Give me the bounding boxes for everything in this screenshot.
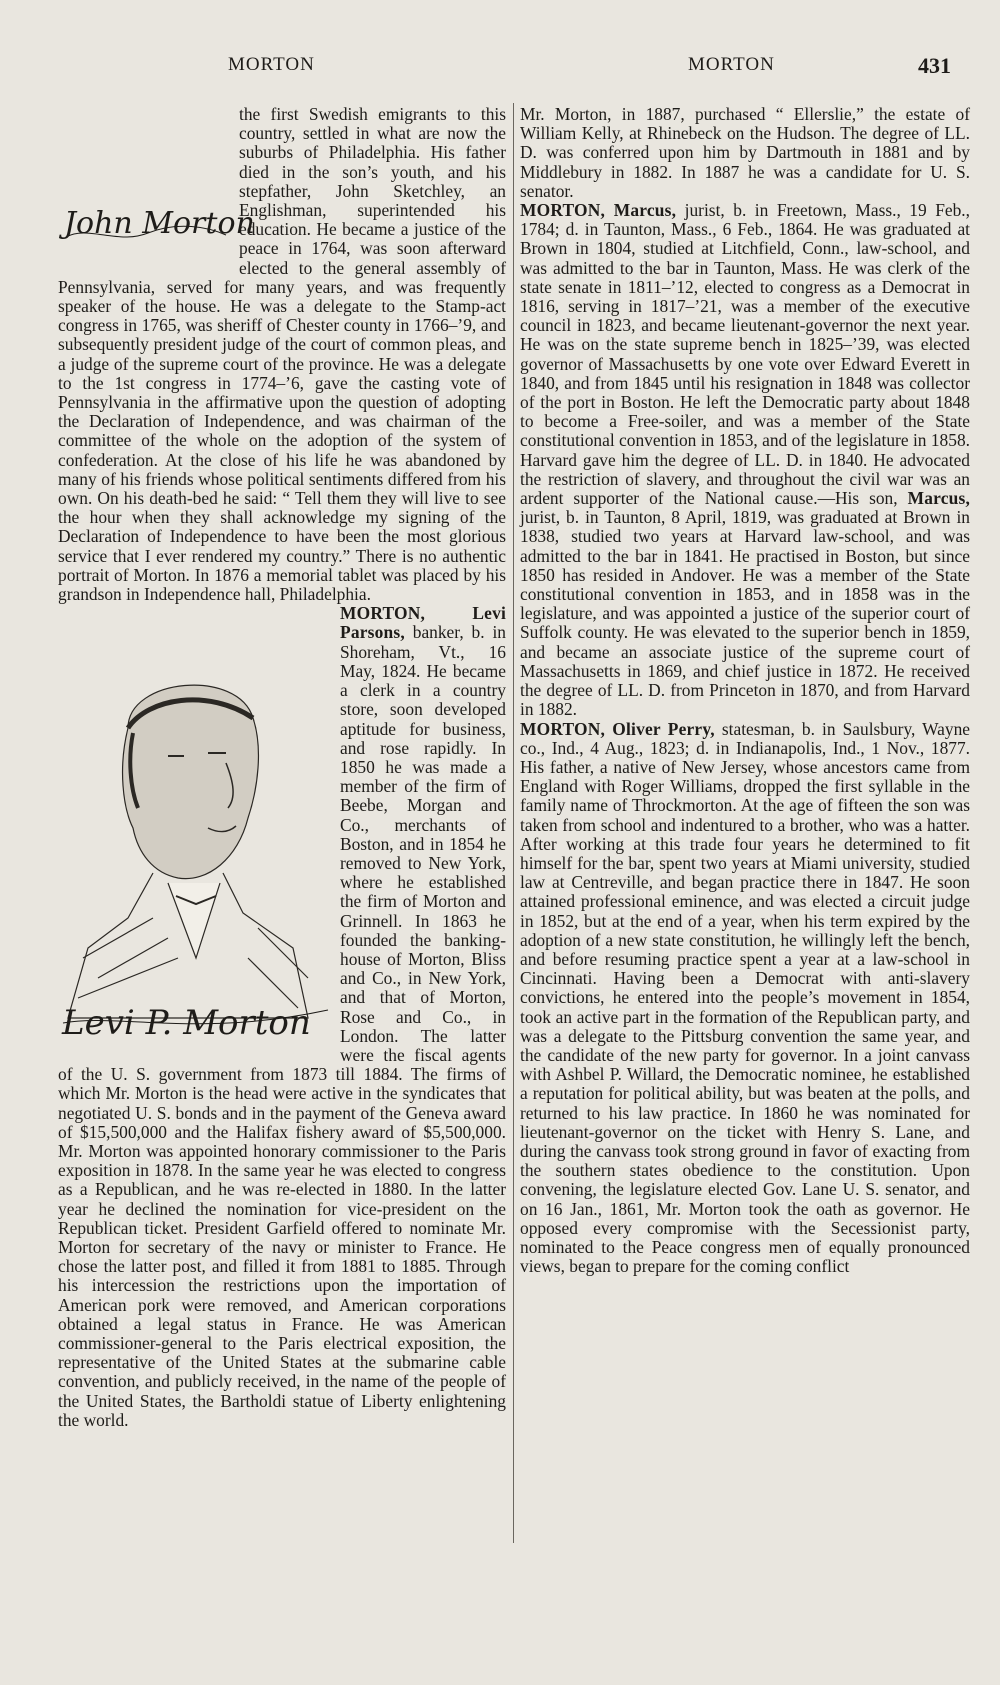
levi-morton-entry [58, 604, 506, 1430]
right-column [520, 105, 970, 1645]
levi-morton-headword: MORTON, Levi Parsons, [340, 603, 506, 643]
signature-text: John Morton [64, 206, 255, 241]
john-morton-text [58, 105, 506, 604]
levi-signature-text: Levi P. Morton [62, 1003, 311, 1044]
marcus-morton-headword: MORTON, Marcus, [520, 200, 677, 221]
levi-morton-paragraph: banker, b. in Shoreham, Vt., 16 May, 1824. He became a clerk in a country store, soon developed aptitude for business, and rose rapidly. In 1850 he was made a member of the firm of Beebe, Morgan and Co., merchants of Boston, and in 1854 he removed to New York, where he established the firm of Morton and Grinnell. In 1863 he founded the banking-house of Morton, Bliss and Co., in New York, and that of Morton, Rose and Co., in London. The latter were the fiscal agents of the U. S. government from 1873 till 1884. The firms of which Mr. Morton is the head were active in the syndicates that negotiated U. S. bonds and in the payment of the Geneva award of $15,500,000 and the Halifax fishery award of $5,500,000. Mr. Morton was appointed honorary commissioner to the Paris exposition in 1878. In the same year he was elected to congress as a Republican, and he was re-elected in 1880. In the latter year he declined the nomination for vice-president on the Republican ticket. President Garfield offered to nominate Mr. Morton for secretary of the navy or minister to France. He chose the latter post, and filled it from 1881 to 1885. Through his intercession the restrictions upon the importation of American pork were removed, and American corporations obtained a legal status in France. He was American commissioner-general to the Paris electrical exposition, the representative of the United States at the submarine cable convention, and publicly received, in the name of the people of the United States, the Bartholdi statue of Liberty enlightening the world. [58, 622, 506, 1430]
oliver-morton-paragraph: statesman, b. in Saulsbury, Wayne co., Ind., 4 Aug., 1823; d. in Indianapolis, Ind., 1 Nov., 1877. His father, a native of New Jersey, whose ancestors came from England with Roger Williams, dropped the first syllable in the family name of Throckmorton. At the age of fifteen the son was taken from school and indentured to a brother, who was a hatter. After working at this trade four years he determined to fit himself for the bar, spent two years at Miami university, studied law at Centreville, and began practice there in 1847. He soon attained professional eminence, and was elected a circuit judge in 1852, but at the end of a year, when his term expired by the adoption of a new state constitution, he willingly left the bench, and before resuming practice spent a year at a law-school in Cincinnati. Having been a Democrat with anti-slavery convictions, he entered into the people’s movement in 1854, took an active part in the formation of the Republican party, and was a delegate to the Pittsburg convention the same year, and the candidate of the new party for governor. In a joint canvass with Ashbel P. Willard, the Democratic nominee, he established a reputation for political ability, but was beaten at the polls, and returned to his law practice. In 1860 he was nominated for lieutenant-governor on the ticket with Henry S. Lane, and during the canvass took strong ground in favor of exacting from the southern states obedience to the constitution. Upon convening, the legislature elected Gov. Lane U. S. senator, and on 16 Jan., 1861, Mr. Morton took the oath as governor. He opposed every compromise with the Secessionist party, nominated to the Peace congress men of equally pronounced views, began to prepare for the coming conflict [520, 718, 970, 1277]
john-morton-paragraph: the first Swedish emigrants to this country, settled in what are now the suburbs of Philadelphia. His father died in the son’s youth, and his stepfather, John Sketchley, an Englishman, superintended his education. He became a justice of the peace in 1764, was soon afterward elected to the general assembly of Pennsylvania, served for many years, and was frequently speaker of the house. He was a delegate to the Stamp-act congress in 1765, was sheriff of Chester county in 1766–’9, and subsequently president judge of the court of common pleas, and a judge of the supreme court of the province. He was a delegate to the 1st congress in 1774–’6, gave the casting vote of Pennsylvania in the affirmative upon the question of adopting the Declaration of Independence, and was chairman of the committee of the whole on the adoption of the system of confederation. At the close of his life he was abandoned by many of his friends whose political sentiments differed from his own. On his death-bed he said: “ Tell them they will live to see the hour when they shall acknowledge my signing of the Declaration of Independence to have been the most glorious service that I ever rendered my country.” There is no authentic portrait of Morton. In 1876 a memorial tablet was placed by his grandson in Independence hall, Philadelphia. [58, 104, 506, 605]
john-morton-signature [58, 187, 255, 265]
oliver-morton-entry [520, 720, 970, 1277]
levi-morton-portrait [58, 658, 334, 1060]
marcus-morton-paragraph: jurist, b. in Freetown, Mass., 19 Feb., 1784; d. in Taunton, Mass., 6 Feb., 1864. He was graduated at Brown in 1804, studied at Litchfield, Conn., law-school, and was admitted to the bar in Taunton, Mass. He was clerk of the state senate in 1811–’12, elected to congress as a Democrat in 1816, serving in 1817–’21, was a member of the executive council in 1823, and became lieutenant-governor the next year. He was on the state supreme bench in 1825–’39, was elected governor of Massachusetts by one vote over Edward Everett in 1840, and from 1845 until his resignation in 1848 was collector of the port in Boston. He left the Democratic party about 1848 to become a Free-soiler, and was a member of the State constitutional convention in 1853, and of the legislature in 1858. Harvard gave him the degree of LL. D. in 1840. He advocated the restriction of slavery, and throughout the civil war was an ardent supporter of the National cause.—His son, [520, 200, 970, 509]
running-head-right: MORTON [688, 54, 775, 75]
page-number: 431 [918, 53, 951, 78]
left-column [58, 105, 506, 1625]
marcus-morton-entry [520, 201, 970, 719]
levi-morton-continued: Mr. Morton, in 1887, purchased “ Ellerslie,” the estate of William Kelly, at Rhinebeck on the Hudson. The degree of LL. D. was conferred upon him by Dartmouth in 1881 and by Middlebury in 1882. In 1887 he was a candidate for U. S. senator. [520, 104, 970, 201]
column-divider [513, 103, 514, 1543]
marcus-son-headword: Marcus, [907, 488, 970, 509]
oliver-morton-headword: MORTON, Oliver Perry, [520, 718, 715, 739]
running-head-left: MORTON [228, 54, 315, 75]
marcus-son-paragraph: jurist, b. in Taunton, 8 April, 1819, was graduated at Brown in 1838, studied two years at Harvard law-school, and was admitted to the bar in 1841. He practised in Boston, but since 1850 has resided in Andover. He was a member of the State constitutional convention in 1853, and in 1858 was in the legislature, and was appointed a justice of the superior court of Suffolk county. He was elevated to the superior bench in 1859, and became an associate justice of the supreme court of Massachusetts in 1869, and chief justice in 1872. He received the degree of LL. D. from Princeton in 1870, and from Harvard in 1882. [520, 507, 970, 720]
